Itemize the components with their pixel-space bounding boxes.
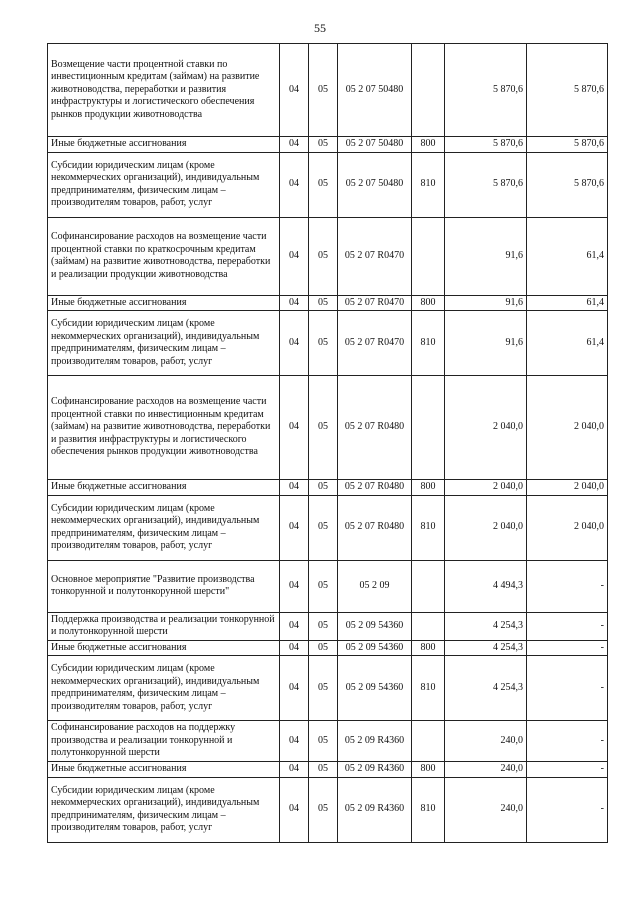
subsection-code-cell: 05 xyxy=(309,311,338,376)
amount-year1-cell: 4 254,3 xyxy=(445,640,527,656)
table-row xyxy=(48,311,608,376)
row-name-cell: Иные бюджетные ассигнования xyxy=(48,295,280,311)
row-name-cell: Иные бюджетные ассигнования xyxy=(48,137,280,153)
target-article-cell: 05 2 09 54360 xyxy=(338,612,412,640)
expense-type-cell: 810 xyxy=(412,495,445,560)
table-row xyxy=(48,656,608,721)
subsection-code-cell: 05 xyxy=(309,762,338,778)
table-row xyxy=(48,612,608,640)
expense-type-cell: 800 xyxy=(412,295,445,311)
expense-type-cell xyxy=(412,376,445,480)
section-code-cell: 04 xyxy=(280,560,309,612)
table-row xyxy=(48,721,608,762)
target-article-cell: 05 2 07 R0480 xyxy=(338,495,412,560)
amount-year2-cell: - xyxy=(527,612,608,640)
expense-type-cell xyxy=(412,560,445,612)
subsection-code-cell: 05 xyxy=(309,612,338,640)
section-code-cell: 04 xyxy=(280,656,309,721)
section-code-cell: 04 xyxy=(280,376,309,480)
table-row xyxy=(48,217,608,295)
amount-year2-cell: 2 040,0 xyxy=(527,495,608,560)
subsection-code-cell: 05 xyxy=(309,640,338,656)
amount-year2-cell: - xyxy=(527,560,608,612)
row-name-cell: Иные бюджетные ассигнования xyxy=(48,480,280,496)
expense-type-cell: 800 xyxy=(412,640,445,656)
section-code-cell: 04 xyxy=(280,721,309,762)
amount-year2-cell: - xyxy=(527,777,608,842)
table-row xyxy=(48,376,608,480)
section-code-cell: 04 xyxy=(280,495,309,560)
amount-year1-cell: 4 494,3 xyxy=(445,560,527,612)
amount-year1-cell: 5 870,6 xyxy=(445,137,527,153)
expense-type-cell: 800 xyxy=(412,480,445,496)
amount-year2-cell: 2 040,0 xyxy=(527,480,608,496)
amount-year1-cell: 2 040,0 xyxy=(445,376,527,480)
section-code-cell: 04 xyxy=(280,137,309,153)
table-row xyxy=(48,560,608,612)
budget-table xyxy=(47,43,608,843)
amount-year1-cell: 5 870,6 xyxy=(445,152,527,217)
expense-type-cell: 810 xyxy=(412,152,445,217)
section-code-cell: 04 xyxy=(280,762,309,778)
amount-year2-cell: 5 870,6 xyxy=(527,137,608,153)
amount-year1-cell: 2 040,0 xyxy=(445,480,527,496)
table-row xyxy=(48,137,608,153)
amount-year2-cell: 5 870,6 xyxy=(527,44,608,137)
row-name-cell: Субсидии юридическим лицам (кроме некоммерческих организаций), индивидуальным предпринимателям, физическим лицам – производителям товаров, работ, услуг xyxy=(48,777,280,842)
row-name-cell: Субсидии юридическим лицам (кроме некоммерческих организаций), индивидуальным предпринимателям, физическим лицам – производителям товаров, работ, услуг xyxy=(48,495,280,560)
expense-type-cell: 800 xyxy=(412,762,445,778)
section-code-cell: 04 xyxy=(280,777,309,842)
target-article-cell: 05 2 07 50480 xyxy=(338,137,412,153)
table-row xyxy=(48,480,608,496)
amount-year2-cell: 5 870,6 xyxy=(527,152,608,217)
target-article-cell: 05 2 07 R0470 xyxy=(338,217,412,295)
section-code-cell: 04 xyxy=(280,152,309,217)
target-article-cell: 05 2 07 R0470 xyxy=(338,295,412,311)
target-article-cell: 05 2 09 xyxy=(338,560,412,612)
section-code-cell: 04 xyxy=(280,295,309,311)
subsection-code-cell: 05 xyxy=(309,560,338,612)
subsection-code-cell: 05 xyxy=(309,295,338,311)
row-name-cell: Возмещение части процентной ставки по инвестиционным кредитам (займам) на развитие животноводства, переработки и развития инфраструктуры и логистического обеспечения рынков продукции животноводства xyxy=(48,44,280,137)
table-row xyxy=(48,640,608,656)
subsection-code-cell: 05 xyxy=(309,777,338,842)
amount-year2-cell: - xyxy=(527,762,608,778)
expense-type-cell: 800 xyxy=(412,137,445,153)
subsection-code-cell: 05 xyxy=(309,480,338,496)
subsection-code-cell: 05 xyxy=(309,376,338,480)
row-name-cell: Иные бюджетные ассигнования xyxy=(48,762,280,778)
row-name-cell: Софинансирование расходов на возмещение части процентной ставки по инвестиционным кредитам (займам) на развитие животноводства, переработки и развития инфраструктуры и логистического обеспечения рынков продукции животноводства xyxy=(48,376,280,480)
section-code-cell: 04 xyxy=(280,217,309,295)
subsection-code-cell: 05 xyxy=(309,656,338,721)
amount-year1-cell: 2 040,0 xyxy=(445,495,527,560)
expense-type-cell: 810 xyxy=(412,656,445,721)
row-name-cell: Основное мероприятие "Развитие производства тонкорунной и полутонкорунной шерсти" xyxy=(48,560,280,612)
amount-year2-cell: - xyxy=(527,656,608,721)
page-number: 55 xyxy=(314,21,326,35)
amount-year1-cell: 91,6 xyxy=(445,295,527,311)
expense-type-cell: 810 xyxy=(412,777,445,842)
expense-type-cell xyxy=(412,44,445,137)
section-code-cell: 04 xyxy=(280,612,309,640)
amount-year1-cell: 240,0 xyxy=(445,762,527,778)
row-name-cell: Софинансирование расходов на поддержку производства и реализации тонкорунной и полутонкорунной шерсти xyxy=(48,721,280,762)
amount-year2-cell: 61,4 xyxy=(527,295,608,311)
amount-year1-cell: 240,0 xyxy=(445,777,527,842)
section-code-cell: 04 xyxy=(280,44,309,137)
row-name-cell: Субсидии юридическим лицам (кроме некоммерческих организаций), индивидуальным предпринимателям, физическим лицам – производителям товаров, работ, услуг xyxy=(48,656,280,721)
row-name-cell: Субсидии юридическим лицам (кроме некоммерческих организаций), индивидуальным предпринимателям, физическим лицам – производителям товаров, работ, услуг xyxy=(48,311,280,376)
target-article-cell: 05 2 07 50480 xyxy=(338,44,412,137)
table-row xyxy=(48,44,608,137)
table-row xyxy=(48,777,608,842)
amount-year1-cell: 240,0 xyxy=(445,721,527,762)
amount-year1-cell: 4 254,3 xyxy=(445,656,527,721)
subsection-code-cell: 05 xyxy=(309,137,338,153)
subsection-code-cell: 05 xyxy=(309,721,338,762)
amount-year1-cell: 91,6 xyxy=(445,217,527,295)
row-name-cell: Иные бюджетные ассигнования xyxy=(48,640,280,656)
amount-year2-cell: 61,4 xyxy=(527,217,608,295)
target-article-cell: 05 2 07 R0470 xyxy=(338,311,412,376)
table-row xyxy=(48,762,608,778)
target-article-cell: 05 2 09 54360 xyxy=(338,640,412,656)
table-row xyxy=(48,495,608,560)
expense-type-cell xyxy=(412,721,445,762)
target-article-cell: 05 2 07 50480 xyxy=(338,152,412,217)
row-name-cell: Софинансирование расходов на возмещение части процентной ставки по краткосрочным кредитам (займам) на развитие животноводства, переработки и реализации продукции животноводства xyxy=(48,217,280,295)
amount-year2-cell: - xyxy=(527,721,608,762)
row-name-cell: Поддержка производства и реализации тонкорунной и полутонкорунной шерсти xyxy=(48,612,280,640)
amount-year2-cell: 2 040,0 xyxy=(527,376,608,480)
table-row xyxy=(48,295,608,311)
section-code-cell: 04 xyxy=(280,311,309,376)
target-article-cell: 05 2 07 R0480 xyxy=(338,480,412,496)
subsection-code-cell: 05 xyxy=(309,152,338,217)
amount-year2-cell: - xyxy=(527,640,608,656)
target-article-cell: 05 2 09 54360 xyxy=(338,656,412,721)
target-article-cell: 05 2 07 R0480 xyxy=(338,376,412,480)
expense-type-cell xyxy=(412,217,445,295)
budget-table-body xyxy=(48,44,608,843)
subsection-code-cell: 05 xyxy=(309,495,338,560)
expense-type-cell xyxy=(412,612,445,640)
target-article-cell: 05 2 09 R4360 xyxy=(338,777,412,842)
section-code-cell: 04 xyxy=(280,480,309,496)
amount-year2-cell: 61,4 xyxy=(527,311,608,376)
subsection-code-cell: 05 xyxy=(309,44,338,137)
target-article-cell: 05 2 09 R4360 xyxy=(338,721,412,762)
section-code-cell: 04 xyxy=(280,640,309,656)
amount-year1-cell: 91,6 xyxy=(445,311,527,376)
subsection-code-cell: 05 xyxy=(309,217,338,295)
amount-year1-cell: 5 870,6 xyxy=(445,44,527,137)
row-name-cell: Субсидии юридическим лицам (кроме некоммерческих организаций), индивидуальным предпринимателям, физическим лицам – производителям товаров, работ, услуг xyxy=(48,152,280,217)
target-article-cell: 05 2 09 R4360 xyxy=(338,762,412,778)
amount-year1-cell: 4 254,3 xyxy=(445,612,527,640)
expense-type-cell: 810 xyxy=(412,311,445,376)
table-row xyxy=(48,152,608,217)
